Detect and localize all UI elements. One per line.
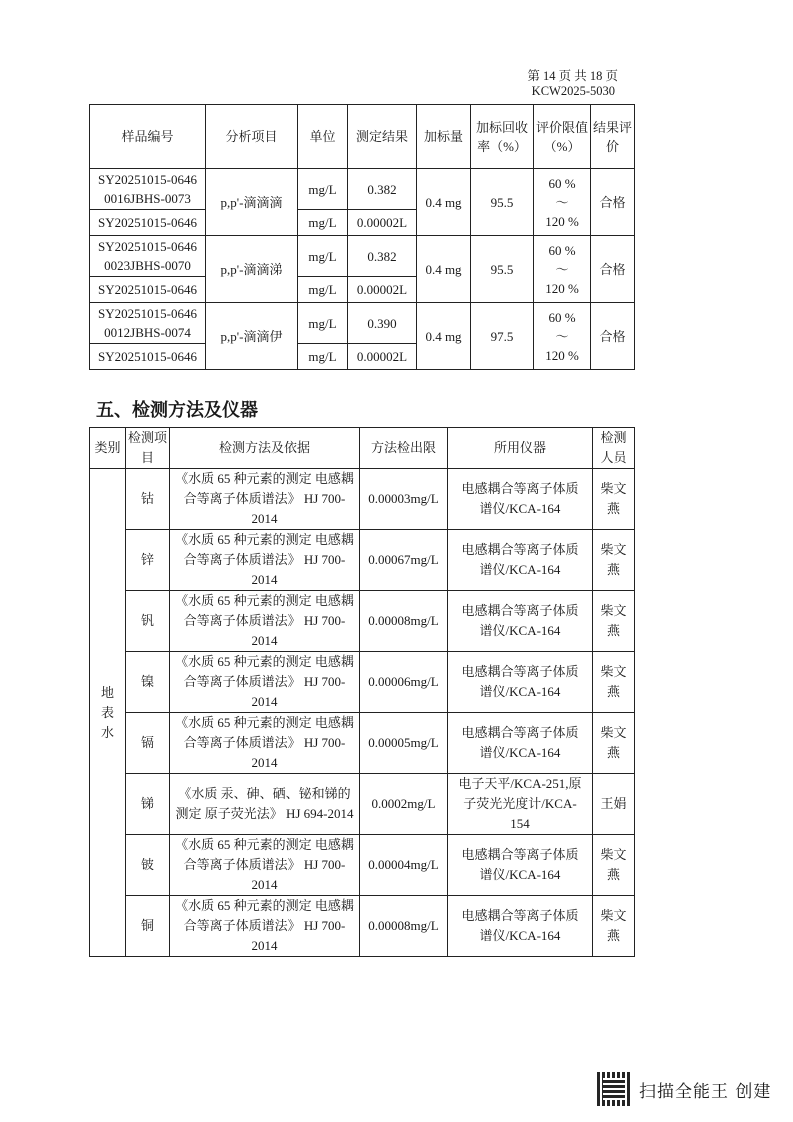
table-row: [90, 652, 635, 713]
tester: 柴文燕: [593, 530, 635, 591]
result: 0.390: [348, 303, 417, 344]
instrument: 电感耦合等离子体质谱仪/KCA-164: [448, 652, 593, 713]
instrument: 电感耦合等离子体质谱仪/KCA-164: [448, 469, 593, 530]
column-header: 加标回收率（%）: [471, 105, 534, 169]
unit: mg/L: [298, 169, 348, 210]
unit: mg/L: [298, 210, 348, 236]
limit-low: 60 %: [548, 309, 576, 325]
table-row: [90, 896, 635, 957]
table-row: [90, 469, 635, 530]
column-header: 方法检出限: [360, 428, 448, 469]
analysis-item: p,p'-滴滴伊: [206, 303, 298, 370]
unit: mg/L: [298, 236, 348, 277]
analysis-item: p,p'-滴滴涕: [206, 236, 298, 303]
detection-limit: 0.0002mg/L: [360, 774, 448, 835]
analysis-item: p,p'-滴滴滴: [206, 169, 298, 236]
spike-amount: 0.4 mg: [417, 303, 471, 370]
limit-high: 120 %: [545, 347, 579, 363]
column-header: 单位: [298, 105, 348, 169]
test-item: 钒: [126, 591, 170, 652]
spike-recovery-table: [89, 104, 635, 370]
section-title: 五、检测方法及仪器: [96, 400, 258, 421]
verdict: 合格: [591, 236, 635, 303]
page-number: 第 14 页 共 18 页: [527, 69, 618, 83]
tester: 柴文燕: [593, 652, 635, 713]
test-item: 铍: [126, 835, 170, 896]
unit: mg/L: [298, 303, 348, 344]
method: 《水质 65 种元素的测定 电感耦合等离子体质谱法》 HJ 700-2014: [170, 652, 360, 713]
column-header: 所用仪器: [448, 428, 593, 469]
spike-amount: 0.4 mg: [417, 169, 471, 236]
test-item: 镍: [126, 652, 170, 713]
tester: 柴文燕: [593, 835, 635, 896]
recovery: 95.5: [471, 236, 534, 303]
sample-id: SY20251015-0646 0023JBHS-0070: [90, 236, 206, 277]
report-number: KCW2025-5030: [531, 84, 615, 98]
result: 0.382: [348, 169, 417, 210]
category: 地表水: [90, 469, 126, 957]
qr-code-icon: [597, 1072, 631, 1106]
verdict: 合格: [591, 303, 635, 370]
method: 《水质 65 种元素的测定 电感耦合等离子体质谱法》 HJ 700-2014: [170, 469, 360, 530]
test-item: 锌: [126, 530, 170, 591]
detection-limit: 0.00006mg/L: [360, 652, 448, 713]
unit: mg/L: [298, 277, 348, 303]
evaluation-limit: [534, 236, 591, 303]
table-row: [90, 591, 635, 652]
sample-id: SY20251015-0646: [90, 277, 206, 303]
method: 《水质 65 种元素的测定 电感耦合等离子体质谱法》 HJ 700-2014: [170, 591, 360, 652]
test-item: 镉: [126, 713, 170, 774]
result: 0.382: [348, 236, 417, 277]
detection-limit: 0.00067mg/L: [360, 530, 448, 591]
column-header: 类别: [90, 428, 126, 469]
method-instrument-table: [89, 427, 635, 957]
instrument: 电感耦合等离子体质谱仪/KCA-164: [448, 713, 593, 774]
limit-high: 120 %: [545, 213, 579, 229]
result: 0.00002L: [348, 344, 417, 370]
sample-id: SY20251015-0646: [90, 344, 206, 370]
limit-sep: ～: [555, 328, 569, 344]
table-row: [90, 774, 635, 835]
limit-sep: ～: [555, 194, 569, 210]
verdict: 合格: [591, 169, 635, 236]
table-row: [90, 713, 635, 774]
unit: mg/L: [298, 344, 348, 370]
column-header: 样品编号: [90, 105, 206, 169]
sample-id: SY20251015-0646 0012JBHS-0074: [90, 303, 206, 344]
limit-low: 60 %: [548, 175, 576, 191]
column-header: 测定结果: [348, 105, 417, 169]
result: 0.00002L: [348, 210, 417, 236]
test-item: 钴: [126, 469, 170, 530]
result: 0.00002L: [348, 277, 417, 303]
evaluation-limit: [534, 169, 591, 236]
sample-id: SY20251015-0646 0016JBHS-0073: [90, 169, 206, 210]
sample-id: SY20251015-0646: [90, 210, 206, 236]
detection-limit: 0.00004mg/L: [360, 835, 448, 896]
test-item: 铜: [126, 896, 170, 957]
watermark: [597, 1072, 771, 1106]
table-row: [90, 236, 635, 277]
column-header: 结果评价: [591, 105, 635, 169]
table-row: [90, 530, 635, 591]
tester: 王娟: [593, 774, 635, 835]
column-header: 检测方法及依据: [170, 428, 360, 469]
tester: 柴文燕: [593, 469, 635, 530]
instrument: 电感耦合等离子体质谱仪/KCA-164: [448, 896, 593, 957]
instrument: 电感耦合等离子体质谱仪/KCA-164: [448, 835, 593, 896]
column-header: 检测人员: [593, 428, 635, 469]
column-header: 加标量: [417, 105, 471, 169]
watermark-text: 扫描全能王 创建: [639, 1081, 772, 1102]
limit-low: 60 %: [548, 242, 576, 258]
tester: 柴文燕: [593, 713, 635, 774]
table-row: [90, 169, 635, 210]
instrument: 电感耦合等离子体质谱仪/KCA-164: [448, 530, 593, 591]
detection-limit: 0.00005mg/L: [360, 713, 448, 774]
tester: 柴文燕: [593, 896, 635, 957]
instrument: 电感耦合等离子体质谱仪/KCA-164: [448, 591, 593, 652]
detection-limit: 0.00008mg/L: [360, 591, 448, 652]
recovery: 95.5: [471, 169, 534, 236]
limit-sep: ～: [555, 261, 569, 277]
recovery: 97.5: [471, 303, 534, 370]
table-row: [90, 303, 635, 344]
column-header: 评价限值（%）: [534, 105, 591, 169]
method: 《水质 65 种元素的测定 电感耦合等离子体质谱法》 HJ 700-2014: [170, 896, 360, 957]
detection-limit: 0.00008mg/L: [360, 896, 448, 957]
method: 《水质 65 种元素的测定 电感耦合等离子体质谱法》 HJ 700-2014: [170, 530, 360, 591]
table-row: [90, 835, 635, 896]
limit-high: 120 %: [545, 280, 579, 296]
detection-limit: 0.00003mg/L: [360, 469, 448, 530]
column-header: 检测项目: [126, 428, 170, 469]
method: 《水质 汞、砷、硒、铋和锑的测定 原子荧光法》 HJ 694-2014: [170, 774, 360, 835]
evaluation-limit: [534, 303, 591, 370]
instrument: 电子天平/KCA-251,原子荧光光度计/KCA-154: [448, 774, 593, 835]
test-item: 锑: [126, 774, 170, 835]
tester: 柴文燕: [593, 591, 635, 652]
spike-amount: 0.4 mg: [417, 236, 471, 303]
method: 《水质 65 种元素的测定 电感耦合等离子体质谱法》 HJ 700-2014: [170, 835, 360, 896]
method: 《水质 65 种元素的测定 电感耦合等离子体质谱法》 HJ 700-2014: [170, 713, 360, 774]
column-header: 分析项目: [206, 105, 298, 169]
